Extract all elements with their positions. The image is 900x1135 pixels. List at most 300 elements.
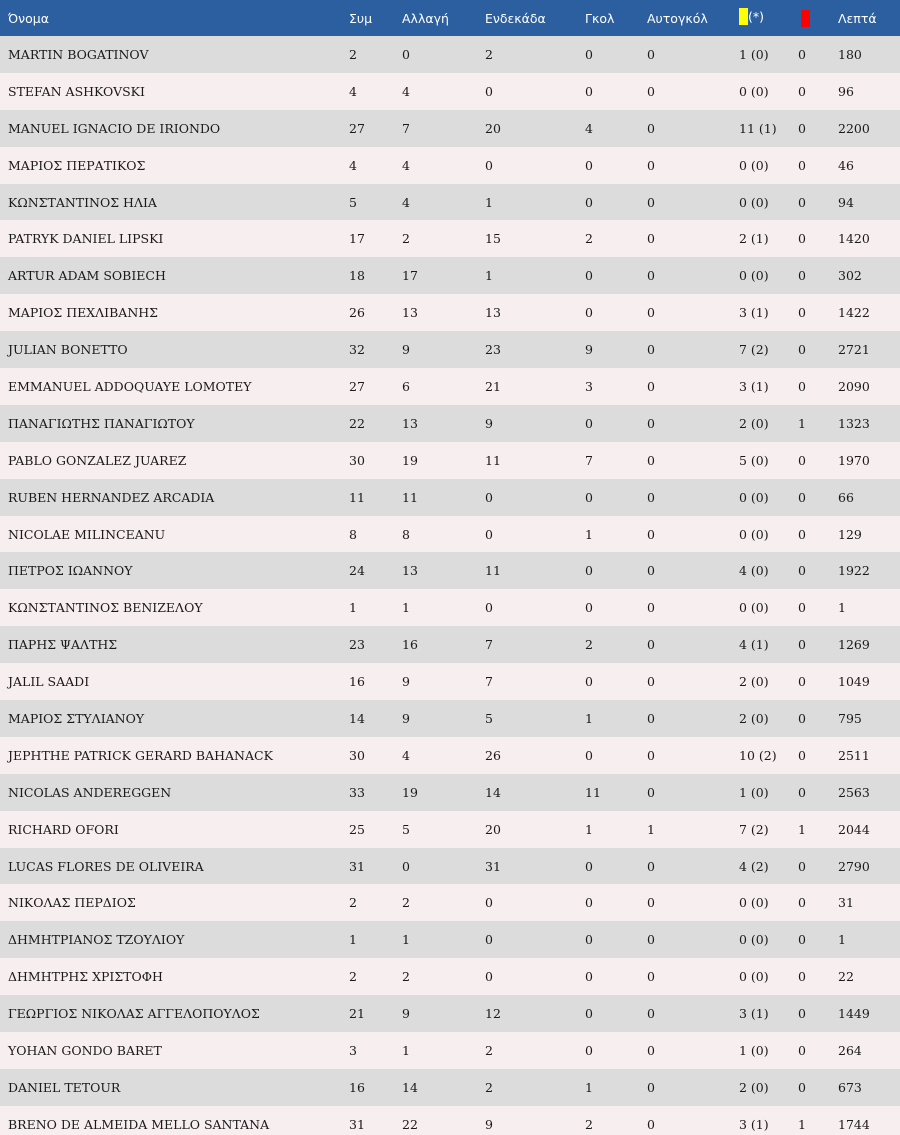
player-yellow-cards: 5 (0) bbox=[739, 452, 769, 468]
player-name[interactable]: ΠΑΝΑΓΙΩΤΗΣ ΠΑΝΑΓΙΩΤΟΥ bbox=[8, 415, 195, 431]
player-minutes: 22 bbox=[838, 969, 854, 985]
player-yellow-cards: 7 (2) bbox=[739, 821, 769, 837]
player-own-goals: 0 bbox=[647, 747, 655, 763]
player-name[interactable]: NICOLAE MILINCEANU bbox=[8, 526, 166, 542]
player-appearances: 1 bbox=[349, 932, 357, 948]
player-red-cards: 1 bbox=[798, 415, 806, 431]
player-appearances: 30 bbox=[349, 747, 365, 763]
player-name[interactable]: PABLO GONZALEZ JUAREZ bbox=[8, 452, 187, 468]
player-minutes: 673 bbox=[838, 1079, 862, 1095]
table-row[interactable] bbox=[0, 958, 900, 995]
player-minutes: 795 bbox=[838, 710, 862, 726]
player-name[interactable]: ΜΑΡΙΟΣ ΣΤΥΛΙΑΝΟΥ bbox=[8, 710, 145, 726]
player-minutes: 1049 bbox=[838, 674, 870, 690]
player-name[interactable]: RUBEN HERNANDEZ ARCADIA bbox=[8, 489, 215, 505]
player-substitutions: 13 bbox=[402, 305, 418, 321]
player-minutes: 66 bbox=[838, 489, 854, 505]
player-starts: 0 bbox=[485, 489, 493, 505]
player-name[interactable]: ΓΕΩΡΓΙΟΣ ΝΙΚΟΛΑΣ ΑΓΓΕΛΟΠΟΥΛΟΣ bbox=[8, 1006, 260, 1022]
player-substitutions: 5 bbox=[402, 821, 410, 837]
table-row[interactable] bbox=[0, 220, 900, 257]
player-goals: 0 bbox=[585, 305, 593, 321]
player-red-cards: 0 bbox=[798, 674, 806, 690]
player-substitutions: 8 bbox=[402, 526, 410, 542]
table-row[interactable] bbox=[0, 36, 900, 73]
player-minutes: 1323 bbox=[838, 415, 870, 431]
player-yellow-cards: 4 (1) bbox=[739, 637, 769, 653]
player-name[interactable]: ΔΗΜΗΤΡΙΑΝΟΣ ΤΖΟΥΛΙΟΥ bbox=[8, 932, 185, 948]
player-minutes: 2090 bbox=[838, 378, 870, 394]
player-yellow-cards: 0 (0) bbox=[739, 194, 769, 210]
player-appearances: 2 bbox=[349, 969, 357, 985]
player-yellow-cards: 0 (0) bbox=[739, 526, 769, 542]
player-yellow-cards: 2 (0) bbox=[739, 674, 769, 690]
player-goals: 11 bbox=[585, 784, 601, 800]
player-red-cards: 0 bbox=[798, 83, 806, 99]
player-substitutions: 4 bbox=[402, 747, 410, 763]
player-red-cards: 0 bbox=[798, 600, 806, 616]
player-starts: 15 bbox=[485, 231, 501, 247]
player-own-goals: 0 bbox=[647, 378, 655, 394]
player-goals: 0 bbox=[585, 415, 593, 431]
player-substitutions: 19 bbox=[402, 452, 418, 468]
table-row[interactable] bbox=[0, 442, 900, 479]
player-starts: 0 bbox=[485, 526, 493, 542]
header-own-goals[interactable]: Αυτογκόλ bbox=[647, 10, 708, 26]
player-red-cards: 0 bbox=[798, 1006, 806, 1022]
player-yellow-cards: 0 (0) bbox=[739, 895, 769, 911]
player-red-cards: 0 bbox=[798, 710, 806, 726]
table-row[interactable] bbox=[0, 552, 900, 589]
player-substitutions: 6 bbox=[402, 378, 410, 394]
player-red-cards: 0 bbox=[798, 932, 806, 948]
player-appearances: 25 bbox=[349, 821, 365, 837]
player-yellow-cards: 4 (0) bbox=[739, 563, 769, 579]
player-substitutions: 9 bbox=[402, 710, 410, 726]
player-own-goals: 0 bbox=[647, 342, 655, 358]
player-goals: 1 bbox=[585, 526, 593, 542]
player-appearances: 4 bbox=[349, 157, 357, 173]
header-substitutions[interactable]: Αλλαγή bbox=[402, 10, 449, 26]
player-substitutions: 4 bbox=[402, 157, 410, 173]
player-name[interactable]: RICHARD OFORI bbox=[8, 821, 119, 837]
player-own-goals: 0 bbox=[647, 83, 655, 99]
player-red-cards: 0 bbox=[798, 268, 806, 284]
player-name[interactable]: JEPHTHE PATRICK GERARD BAHANACK bbox=[8, 747, 273, 763]
player-starts: 26 bbox=[485, 747, 501, 763]
player-red-cards: 1 bbox=[798, 821, 806, 837]
player-goals: 0 bbox=[585, 1042, 593, 1058]
player-red-cards: 0 bbox=[798, 489, 806, 505]
table-row[interactable] bbox=[0, 589, 900, 626]
player-name[interactable]: EMMANUEL ADDOQUAYE LOMOTEY bbox=[8, 378, 252, 394]
player-yellow-cards: 0 (0) bbox=[739, 268, 769, 284]
player-goals: 0 bbox=[585, 268, 593, 284]
player-starts: 2 bbox=[485, 1079, 493, 1095]
player-appearances: 27 bbox=[349, 378, 365, 394]
player-yellow-cards: 3 (1) bbox=[739, 1006, 769, 1022]
player-name[interactable]: MARTIN BOGATINOV bbox=[8, 46, 149, 62]
player-appearances: 1 bbox=[349, 600, 357, 616]
player-starts: 0 bbox=[485, 157, 493, 173]
player-substitutions: 13 bbox=[402, 415, 418, 431]
player-yellow-cards: 10 (2) bbox=[739, 747, 777, 763]
player-name[interactable]: NICOLAS ANDEREGGEN bbox=[8, 784, 172, 800]
player-red-cards: 0 bbox=[798, 526, 806, 542]
player-starts: 1 bbox=[485, 194, 493, 210]
player-substitutions: 17 bbox=[402, 268, 418, 284]
player-red-cards: 0 bbox=[798, 784, 806, 800]
player-own-goals: 0 bbox=[647, 1116, 655, 1132]
player-own-goals: 0 bbox=[647, 1079, 655, 1095]
player-yellow-cards: 3 (1) bbox=[739, 305, 769, 321]
player-name[interactable]: MANUEL IGNACIO DE IRIONDO bbox=[8, 120, 221, 136]
player-starts: 14 bbox=[485, 784, 501, 800]
table-row[interactable] bbox=[0, 73, 900, 110]
player-goals: 0 bbox=[585, 747, 593, 763]
player-goals: 1 bbox=[585, 1079, 593, 1095]
player-yellow-cards: 0 (0) bbox=[739, 489, 769, 505]
table-row[interactable] bbox=[0, 405, 900, 442]
table-row[interactable] bbox=[0, 294, 900, 331]
player-goals: 0 bbox=[585, 489, 593, 505]
player-starts: 23 bbox=[485, 342, 501, 358]
player-minutes: 1 bbox=[838, 600, 846, 616]
player-name[interactable]: JULIAN BONETTO bbox=[8, 342, 128, 358]
player-own-goals: 0 bbox=[647, 231, 655, 247]
player-name[interactable]: BRENO DE ALMEIDA MELLO SANTANA bbox=[8, 1116, 270, 1132]
player-name[interactable]: PATRYK DANIEL LIPSKI bbox=[8, 231, 164, 247]
player-appearances: 8 bbox=[349, 526, 357, 542]
player-substitutions: 0 bbox=[402, 858, 410, 874]
player-starts: 5 bbox=[485, 710, 493, 726]
player-name[interactable]: DANIEL TETOUR bbox=[8, 1079, 121, 1095]
player-red-cards: 1 bbox=[798, 1116, 806, 1132]
player-appearances: 17 bbox=[349, 231, 365, 247]
player-starts: 7 bbox=[485, 674, 493, 690]
player-appearances: 3 bbox=[349, 1042, 357, 1058]
header-yellow-suffix: (*) bbox=[748, 9, 765, 24]
player-goals: 0 bbox=[585, 1006, 593, 1022]
table-row[interactable] bbox=[0, 700, 900, 737]
player-starts: 0 bbox=[485, 895, 493, 911]
player-goals: 0 bbox=[585, 674, 593, 690]
player-own-goals: 0 bbox=[647, 46, 655, 62]
player-name[interactable]: LUCAS FLORES DE OLIVEIRA bbox=[8, 858, 204, 874]
player-minutes: 94 bbox=[838, 194, 854, 210]
player-own-goals: 0 bbox=[647, 858, 655, 874]
player-starts: 9 bbox=[485, 1116, 493, 1132]
player-substitutions: 7 bbox=[402, 120, 410, 136]
player-name[interactable]: ΠΕΤΡΟΣ ΙΩΑΝΝΟΥ bbox=[8, 563, 133, 579]
player-minutes: 1744 bbox=[838, 1116, 870, 1132]
player-minutes: 2563 bbox=[838, 784, 870, 800]
player-appearances: 32 bbox=[349, 342, 365, 358]
yellow-card-icon bbox=[739, 8, 748, 25]
player-minutes: 1970 bbox=[838, 452, 870, 468]
player-own-goals: 0 bbox=[647, 1042, 655, 1058]
player-own-goals: 0 bbox=[647, 710, 655, 726]
player-starts: 13 bbox=[485, 305, 501, 321]
table-row[interactable] bbox=[0, 663, 900, 700]
player-red-cards: 0 bbox=[798, 1079, 806, 1095]
player-substitutions: 1 bbox=[402, 1042, 410, 1058]
player-appearances: 23 bbox=[349, 637, 365, 653]
player-own-goals: 0 bbox=[647, 563, 655, 579]
player-goals: 2 bbox=[585, 637, 593, 653]
player-minutes: 96 bbox=[838, 83, 854, 99]
player-goals: 0 bbox=[585, 157, 593, 173]
player-substitutions: 1 bbox=[402, 932, 410, 948]
player-appearances: 27 bbox=[349, 120, 365, 136]
player-yellow-cards: 3 (1) bbox=[739, 1116, 769, 1132]
table-row[interactable] bbox=[0, 368, 900, 405]
player-yellow-cards: 0 (0) bbox=[739, 157, 769, 173]
table-row[interactable] bbox=[0, 479, 900, 516]
player-substitutions: 2 bbox=[402, 969, 410, 985]
player-minutes: 180 bbox=[838, 46, 862, 62]
player-red-cards: 0 bbox=[798, 747, 806, 763]
player-substitutions: 2 bbox=[402, 231, 410, 247]
player-starts: 20 bbox=[485, 120, 501, 136]
player-name[interactable]: YOHAN GONDO BARET bbox=[8, 1042, 162, 1058]
player-minutes: 1269 bbox=[838, 637, 870, 653]
player-name[interactable]: ΜΑΡΙΟΣ ΠΕΧΛΙΒΑΝΗΣ bbox=[8, 305, 159, 321]
table-row[interactable] bbox=[0, 626, 900, 663]
player-yellow-cards: 2 (1) bbox=[739, 231, 769, 247]
table-row[interactable] bbox=[0, 257, 900, 294]
player-red-cards: 0 bbox=[798, 342, 806, 358]
player-goals: 1 bbox=[585, 710, 593, 726]
player-minutes: 2790 bbox=[838, 858, 870, 874]
table-row[interactable] bbox=[0, 516, 900, 553]
header-appearances[interactable]: Συμ bbox=[349, 10, 373, 26]
player-starts: 0 bbox=[485, 969, 493, 985]
table-row[interactable] bbox=[0, 1106, 900, 1135]
player-yellow-cards: 0 (0) bbox=[739, 600, 769, 616]
player-own-goals: 0 bbox=[647, 415, 655, 431]
player-own-goals: 0 bbox=[647, 600, 655, 616]
player-own-goals: 0 bbox=[647, 305, 655, 321]
player-name[interactable]: ΔΗΜΗΤΡΗΣ ΧΡΙΣΤΟΦΗ bbox=[8, 969, 163, 985]
player-starts: 20 bbox=[485, 821, 501, 837]
player-red-cards: 0 bbox=[798, 969, 806, 985]
player-appearances: 4 bbox=[349, 83, 357, 99]
player-minutes: 1 bbox=[838, 932, 846, 948]
player-minutes: 2511 bbox=[838, 747, 870, 763]
player-starts: 0 bbox=[485, 83, 493, 99]
player-appearances: 2 bbox=[349, 895, 357, 911]
player-name[interactable]: ΜΑΡΙΟΣ ΠΕΡΑΤΙΚΟΣ bbox=[8, 157, 146, 173]
player-goals: 3 bbox=[585, 378, 593, 394]
header-minutes[interactable]: Λεπτά bbox=[838, 10, 877, 26]
player-starts: 2 bbox=[485, 46, 493, 62]
player-goals: 0 bbox=[585, 600, 593, 616]
player-appearances: 5 bbox=[349, 194, 357, 210]
player-minutes: 264 bbox=[838, 1042, 862, 1058]
player-starts: 1 bbox=[485, 268, 493, 284]
table-row[interactable] bbox=[0, 995, 900, 1032]
header-goals[interactable]: Γκολ bbox=[585, 10, 615, 26]
player-starts: 0 bbox=[485, 600, 493, 616]
player-name[interactable]: ARTUR ADAM SOBIECH bbox=[8, 268, 166, 284]
player-goals: 7 bbox=[585, 452, 593, 468]
table-row[interactable] bbox=[0, 110, 900, 147]
player-red-cards: 0 bbox=[798, 157, 806, 173]
player-yellow-cards: 4 (2) bbox=[739, 858, 769, 874]
player-appearances: 14 bbox=[349, 710, 365, 726]
player-appearances: 21 bbox=[349, 1006, 365, 1022]
player-red-cards: 0 bbox=[798, 452, 806, 468]
player-substitutions: 14 bbox=[402, 1079, 418, 1095]
player-starts: 2 bbox=[485, 1042, 493, 1058]
player-own-goals: 0 bbox=[647, 268, 655, 284]
player-own-goals: 0 bbox=[647, 526, 655, 542]
player-red-cards: 0 bbox=[798, 46, 806, 62]
player-appearances: 33 bbox=[349, 784, 365, 800]
player-substitutions: 1 bbox=[402, 600, 410, 616]
header-name[interactable]: Όνομα bbox=[8, 10, 49, 26]
table-body bbox=[0, 36, 900, 1135]
player-name[interactable]: JALIL SAADI bbox=[8, 674, 90, 690]
table-header bbox=[0, 0, 900, 36]
player-own-goals: 0 bbox=[647, 969, 655, 985]
player-minutes: 1449 bbox=[838, 1006, 870, 1022]
player-yellow-cards: 2 (0) bbox=[739, 710, 769, 726]
player-minutes: 2044 bbox=[838, 821, 870, 837]
player-goals: 9 bbox=[585, 342, 593, 358]
player-starts: 11 bbox=[485, 452, 501, 468]
player-red-cards: 0 bbox=[798, 895, 806, 911]
player-yellow-cards: 0 (0) bbox=[739, 969, 769, 985]
player-minutes: 1922 bbox=[838, 563, 870, 579]
player-name[interactable]: ΚΩΝΣΤΑΝΤΙΝΟΣ ΒΕΝΙΖΕΛΟΥ bbox=[8, 600, 203, 616]
player-own-goals: 0 bbox=[647, 489, 655, 505]
player-goals: 0 bbox=[585, 969, 593, 985]
player-red-cards: 0 bbox=[798, 231, 806, 247]
player-appearances: 31 bbox=[349, 1116, 365, 1132]
header-yellow-cards[interactable] bbox=[732, 0, 795, 36]
player-goals: 0 bbox=[585, 83, 593, 99]
player-own-goals: 0 bbox=[647, 157, 655, 173]
player-appearances: 31 bbox=[349, 858, 365, 874]
player-red-cards: 0 bbox=[798, 1042, 806, 1058]
player-starts: 7 bbox=[485, 637, 493, 653]
player-starts: 0 bbox=[485, 932, 493, 948]
player-appearances: 2 bbox=[349, 46, 357, 62]
player-yellow-cards: 1 (0) bbox=[739, 784, 769, 800]
player-starts: 11 bbox=[485, 563, 501, 579]
player-red-cards: 0 bbox=[798, 194, 806, 210]
player-substitutions: 16 bbox=[402, 637, 418, 653]
table-row[interactable] bbox=[0, 737, 900, 774]
player-substitutions: 0 bbox=[402, 46, 410, 62]
player-red-cards: 0 bbox=[798, 305, 806, 321]
player-goals: 0 bbox=[585, 46, 593, 62]
player-goals: 0 bbox=[585, 858, 593, 874]
player-goals: 2 bbox=[585, 1116, 593, 1132]
player-own-goals: 0 bbox=[647, 637, 655, 653]
player-minutes: 2200 bbox=[838, 120, 870, 136]
table-row[interactable] bbox=[0, 921, 900, 958]
table-row[interactable] bbox=[0, 774, 900, 811]
player-own-goals: 1 bbox=[647, 821, 655, 837]
player-goals: 4 bbox=[585, 120, 593, 136]
player-substitutions: 9 bbox=[402, 674, 410, 690]
table-row[interactable] bbox=[0, 331, 900, 368]
table-row[interactable] bbox=[0, 1069, 900, 1106]
player-own-goals: 0 bbox=[647, 452, 655, 468]
player-starts: 12 bbox=[485, 1006, 501, 1022]
header-starts[interactable]: Ενδεκάδα bbox=[485, 10, 546, 26]
player-yellow-cards: 7 (2) bbox=[739, 342, 769, 358]
player-name[interactable]: ΝΙΚΟΛΑΣ ΠΕΡΔΙΟΣ bbox=[8, 895, 136, 911]
player-starts: 31 bbox=[485, 858, 501, 874]
table-row[interactable] bbox=[0, 1032, 900, 1069]
player-goals: 0 bbox=[585, 895, 593, 911]
player-appearances: 18 bbox=[349, 268, 365, 284]
player-substitutions: 9 bbox=[402, 1006, 410, 1022]
table-row[interactable] bbox=[0, 884, 900, 921]
player-yellow-cards: 2 (0) bbox=[739, 1079, 769, 1095]
player-appearances: 22 bbox=[349, 415, 365, 431]
player-yellow-cards: 1 (0) bbox=[739, 1042, 769, 1058]
player-appearances: 16 bbox=[349, 674, 365, 690]
player-yellow-cards: 0 (0) bbox=[739, 932, 769, 948]
player-own-goals: 0 bbox=[647, 895, 655, 911]
player-minutes: 46 bbox=[838, 157, 854, 173]
header-row bbox=[0, 0, 900, 36]
player-goals: 0 bbox=[585, 932, 593, 948]
player-minutes: 1420 bbox=[838, 231, 870, 247]
player-own-goals: 0 bbox=[647, 784, 655, 800]
player-red-cards: 0 bbox=[798, 120, 806, 136]
player-minutes: 1422 bbox=[838, 305, 870, 321]
player-goals: 0 bbox=[585, 563, 593, 579]
player-name[interactable]: ΠΑΡΗΣ ΨΑΛΤΗΣ bbox=[8, 637, 118, 653]
player-own-goals: 0 bbox=[647, 674, 655, 690]
header-red-cards[interactable] bbox=[795, 0, 831, 36]
table-row[interactable] bbox=[0, 147, 900, 184]
red-card-icon bbox=[801, 10, 810, 27]
player-name[interactable]: STEFAN ASHKOVSKI bbox=[8, 83, 145, 99]
table-row[interactable] bbox=[0, 848, 900, 885]
table-row[interactable] bbox=[0, 811, 900, 848]
player-substitutions: 9 bbox=[402, 342, 410, 358]
player-appearances: 26 bbox=[349, 305, 365, 321]
player-substitutions: 2 bbox=[402, 895, 410, 911]
player-yellow-cards: 1 (0) bbox=[739, 46, 769, 62]
player-appearances: 24 bbox=[349, 563, 365, 579]
player-substitutions: 13 bbox=[402, 563, 418, 579]
player-appearances: 30 bbox=[349, 452, 365, 468]
player-goals: 0 bbox=[585, 194, 593, 210]
player-name[interactable]: ΚΩΝΣΤΑΝΤΙΝΟΣ ΗΛΙΑ bbox=[8, 194, 157, 210]
player-starts: 21 bbox=[485, 378, 501, 394]
player-substitutions: 4 bbox=[402, 194, 410, 210]
player-red-cards: 0 bbox=[798, 378, 806, 394]
table-row[interactable] bbox=[0, 184, 900, 221]
player-goals: 2 bbox=[585, 231, 593, 247]
player-appearances: 11 bbox=[349, 489, 365, 505]
player-yellow-cards: 0 (0) bbox=[739, 83, 769, 99]
player-own-goals: 0 bbox=[647, 932, 655, 948]
player-goals: 1 bbox=[585, 821, 593, 837]
player-yellow-cards: 2 (0) bbox=[739, 415, 769, 431]
player-red-cards: 0 bbox=[798, 637, 806, 653]
player-substitutions: 4 bbox=[402, 83, 410, 99]
player-red-cards: 0 bbox=[798, 858, 806, 874]
